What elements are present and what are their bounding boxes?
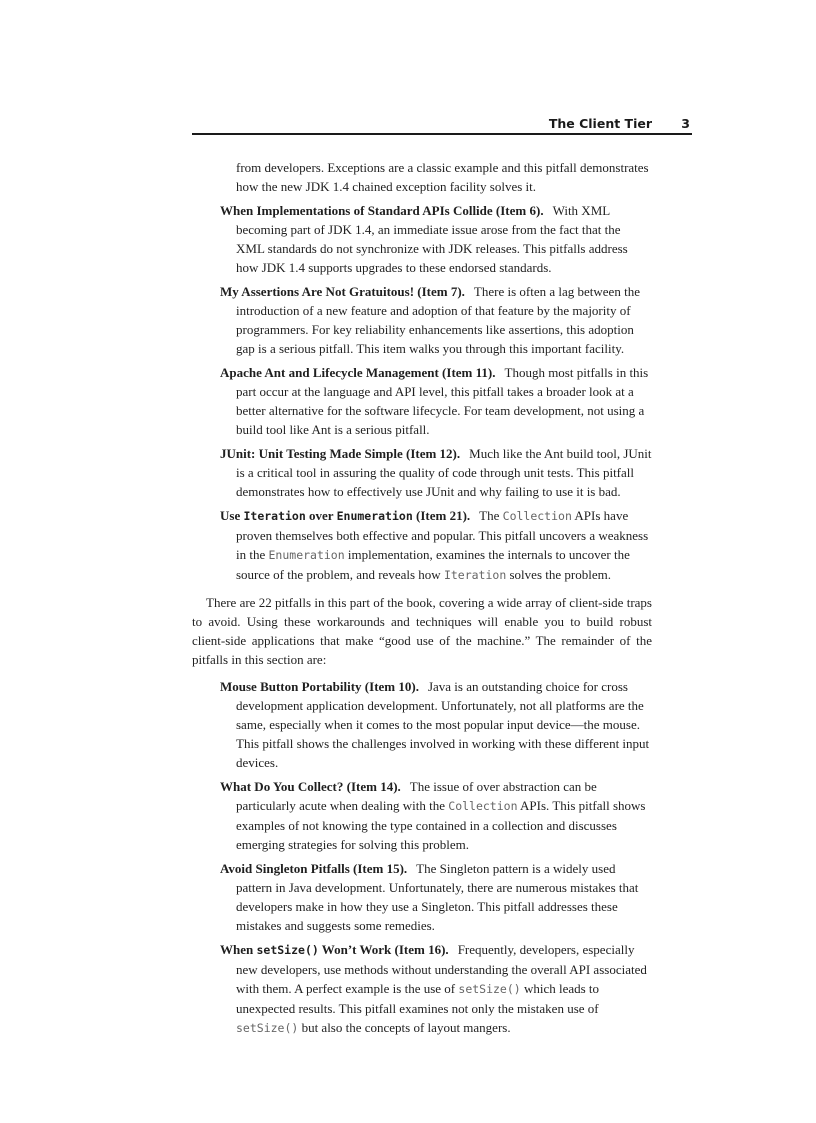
item-term: JUnit: Unit Testing Made Simple (Item 12).: [220, 446, 461, 461]
item-iteration: [220, 506, 652, 585]
item-term: Use Iteration over Enumeration (Item 21).: [220, 508, 471, 523]
page-header: [192, 113, 692, 135]
item-term: When setSize() Won’t Work (Item 16).: [220, 942, 449, 957]
item-standard-apis: [220, 201, 652, 277]
item-term: When Implementations of Standard APIs Collide (Item 6).: [220, 203, 544, 218]
item-description: The Singleton pattern is a widely used pattern in Java development. Unfortunately, there are numerous mistakes that developers make in how they use a Singleton. This pitfall addresses these mistakes and suggests some remedies.: [236, 861, 639, 933]
item-description: With XML becoming part of JDK 1.4, an immediate issue arose from the fact that the XML standards do not synchronize with JDK releases. This pitfalls address how JDK 1.4 supports upgrades to these endorsed standards.: [236, 203, 628, 275]
item-description: There is often a lag between the introduction of a new feature and adoption of that feature by the majority of programmers. For key reliability enhancements like assertions, this adoption gap is a serious pitfall. This item walks you through this important facility.: [236, 284, 640, 356]
item-term: Mouse Button Portability (Item 10).: [220, 679, 419, 694]
item-term: Apache Ant and Lifecycle Management (Item 11).: [220, 365, 496, 380]
item-description: The issue of over abstraction can be particularly acute when dealing with the Collection APIs. This pitfall shows examples of not knowing the type contained in a collection and discusses emerging strategies for solving this problem.: [236, 779, 646, 852]
page-content: [192, 158, 652, 1043]
item-description: Frequently, developers, especially new developers, use methods without understanding the overall API associated with them. A perfect example is the use of setSize() which leads to unexpected results. This pitfall examines not only the mistaken use of setSize() but also the concepts of layout mangers.: [236, 942, 647, 1035]
item-description: Java is an outstanding choice for cross development application development. Unfortunately, not all platforms are the same, especially when it comes to the most popular input device—the mouse. This pitfall shows the challenges involved in working with these different input devices.: [236, 679, 650, 770]
running-title: The Client Tier: [548, 116, 652, 131]
summary-paragraph: There are 22 pitfalls in this part of the book, covering a wide array of client-side traps to avoid. Using these workarounds and techniques will enable you to build robust client-side applications that make “good use of the machine.” The remainder of the pitfalls in this section are:: [192, 595, 652, 667]
item-singleton: [220, 859, 652, 935]
item-description: Much like the Ant build tool, JUnit is a critical tool in assuring the quality of code through unit tests. This pitfall demonstrates how to effectively use JUnit and why failing to use it is bad.: [236, 446, 652, 499]
continued-item-text: from developers. Exceptions are a classic example and this pitfall demonstrates how the new JDK 1.4 chained exception facility solves it.: [236, 160, 649, 194]
item-description: The Collection APIs have proven themselves both effective and popular. This pitfall uncovers a weakness in the Enumeration implementation, examines the internals to uncover the source of the problem, and reveals how Iteration solves the problem.: [236, 508, 649, 582]
item-setsize: [220, 940, 652, 1038]
item-term: What Do You Collect? (Item 14).: [220, 779, 401, 794]
item-description: Though most pitfalls in this part occur at the language and API level, this pitfall takes a broader look at a better alternative for the software lifecycle. For team development, not using a build tool like Ant is a serious pitfall.: [236, 365, 649, 437]
item-assertions: [220, 282, 652, 358]
item-mouse-button: [220, 677, 652, 772]
page-number: 3: [681, 116, 690, 131]
item-junit: [220, 444, 652, 501]
item-ant: [220, 363, 652, 439]
item-what-do-you-collect: [220, 777, 652, 854]
item-term: My Assertions Are Not Gratuitous! (Item 7).: [220, 284, 465, 299]
item-term: Avoid Singleton Pitfalls (Item 15).: [220, 861, 408, 876]
